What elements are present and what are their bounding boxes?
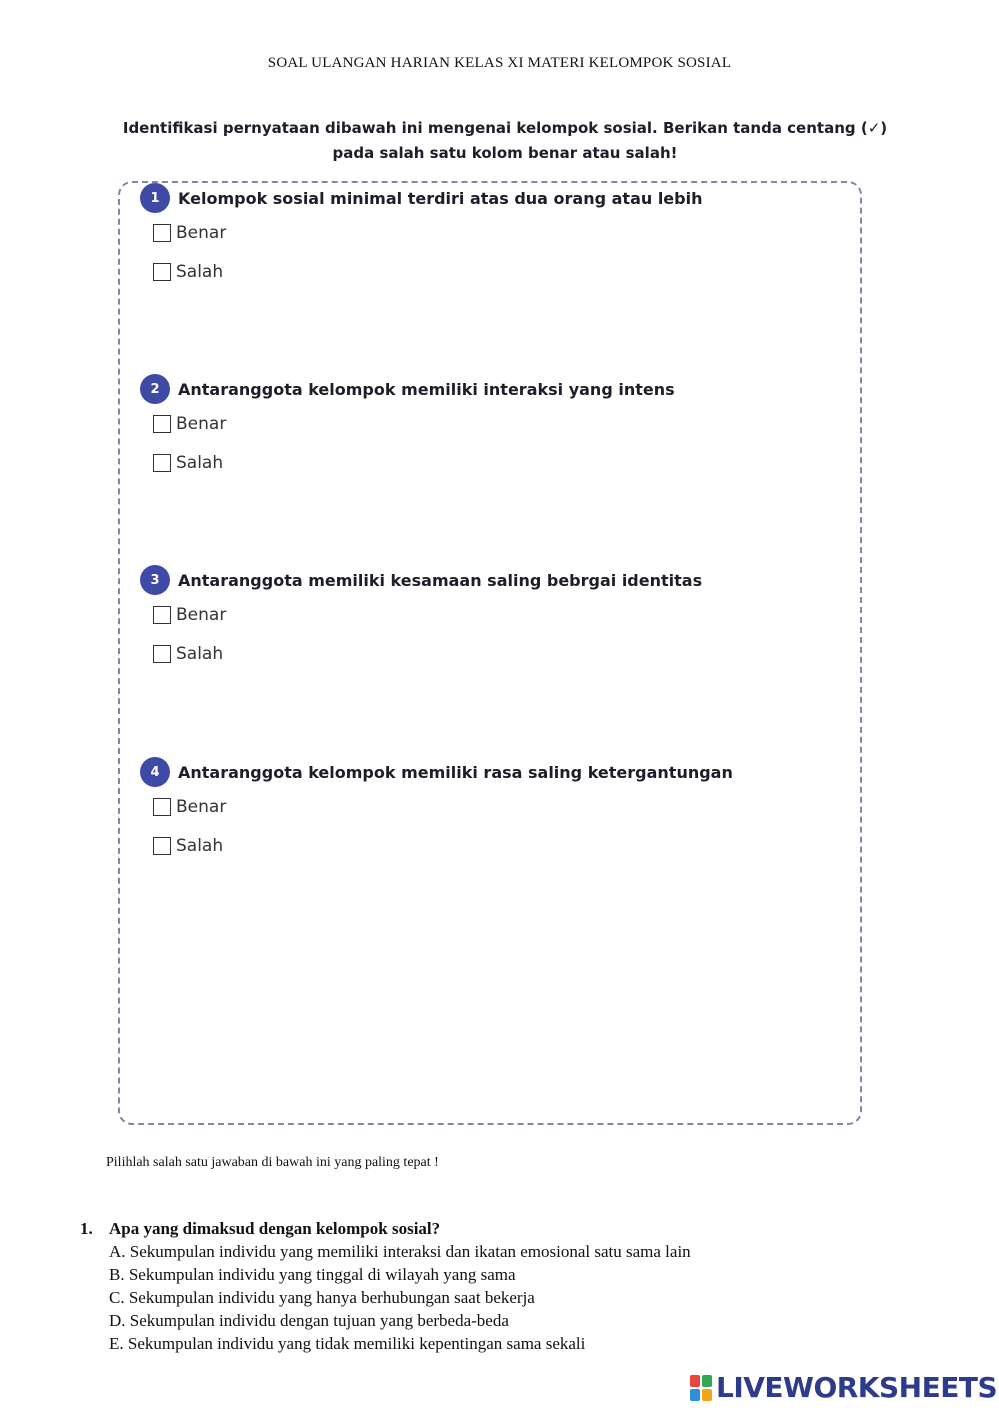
choice-b[interactable]: B. Sekumpulan individu yang tinggal di wilayah yang sama (109, 1265, 516, 1284)
option-benar[interactable] (153, 795, 860, 819)
option-label: Benar (176, 223, 227, 243)
statement-number-badge: 3 (140, 565, 170, 595)
statement-number-badge: 4 (140, 757, 170, 787)
statement-2 (140, 373, 860, 475)
option-salah[interactable] (153, 642, 860, 666)
option-label: Salah (176, 453, 224, 473)
statement-1 (140, 182, 860, 284)
mc-question-1 (80, 1217, 940, 1355)
checkbox-salah[interactable] (153, 645, 171, 663)
checkbox-benar[interactable] (153, 606, 171, 624)
choice-d[interactable]: D. Sekumpulan individu dengan tujuan yang berbeda-beda (109, 1311, 509, 1330)
option-label: Salah (176, 262, 224, 282)
option-benar[interactable] (153, 412, 860, 436)
statement-text: Antaranggota kelompok memiliki rasa saling ketergantungan (178, 762, 733, 782)
checkbox-salah[interactable] (153, 837, 171, 855)
option-label: Benar (176, 414, 227, 434)
instruction-line-1: Identifikasi pernyataan dibawah ini mengenai kelompok sosial. Berikan tanda centang (✓) (122, 119, 888, 137)
instruction-line-2: pada salah satu kolom benar atau salah! (332, 144, 678, 162)
checkbox-salah[interactable] (153, 454, 171, 472)
choice-c[interactable]: C. Sekumpulan individu yang hanya berhubungan saat bekerja (109, 1288, 535, 1307)
statement-text: Antaranggota memiliki kesamaan saling bebrgai identitas (178, 570, 703, 590)
statement-number-badge: 2 (140, 374, 170, 404)
statement-3 (140, 564, 860, 666)
option-benar[interactable] (153, 603, 860, 627)
liveworksheets-logo-icon (690, 1375, 712, 1401)
choice-a[interactable]: A. Sekumpulan individu yang memiliki interaksi dan ikatan emosional satu sama lain (109, 1242, 691, 1261)
page-title: SOAL ULANGAN HARIAN KELAS XI MATERI KELOMPOK SOSIAL (267, 55, 732, 71)
option-benar[interactable] (153, 221, 860, 245)
statement-4 (140, 756, 860, 858)
option-label: Benar (176, 605, 227, 625)
option-label: Salah (176, 644, 224, 664)
checkbox-benar[interactable] (153, 224, 171, 242)
checkbox-benar[interactable] (153, 415, 171, 433)
checkbox-salah[interactable] (153, 263, 171, 281)
multiple-choice-instruction: Pilihlah salah satu jawaban di bawah ini yang paling tepat ! (106, 1155, 439, 1170)
statement-text: Kelompok sosial minimal terdiri atas dua orang atau lebih (178, 188, 703, 208)
checkbox-benar[interactable] (153, 798, 171, 816)
option-label: Salah (176, 836, 224, 856)
statement-number-badge: 1 (140, 183, 170, 213)
statement-text: Antaranggota kelompok memiliki interaksi yang intens (178, 379, 675, 399)
choice-e[interactable]: E. Sekumpulan individu yang tidak memiliki kepentingan sama sekali (109, 1334, 586, 1353)
option-salah[interactable] (153, 834, 860, 858)
option-salah[interactable] (153, 260, 860, 284)
statement-instruction (120, 116, 890, 166)
liveworksheets-brand (690, 1371, 997, 1404)
question-number: 1. (80, 1219, 93, 1238)
brand-name: LIVEWORKSHEETS (716, 1371, 998, 1404)
question-text: Apa yang dimaksud dengan kelompok sosial? (109, 1219, 441, 1238)
option-salah[interactable] (153, 451, 860, 475)
option-label: Benar (176, 797, 227, 817)
